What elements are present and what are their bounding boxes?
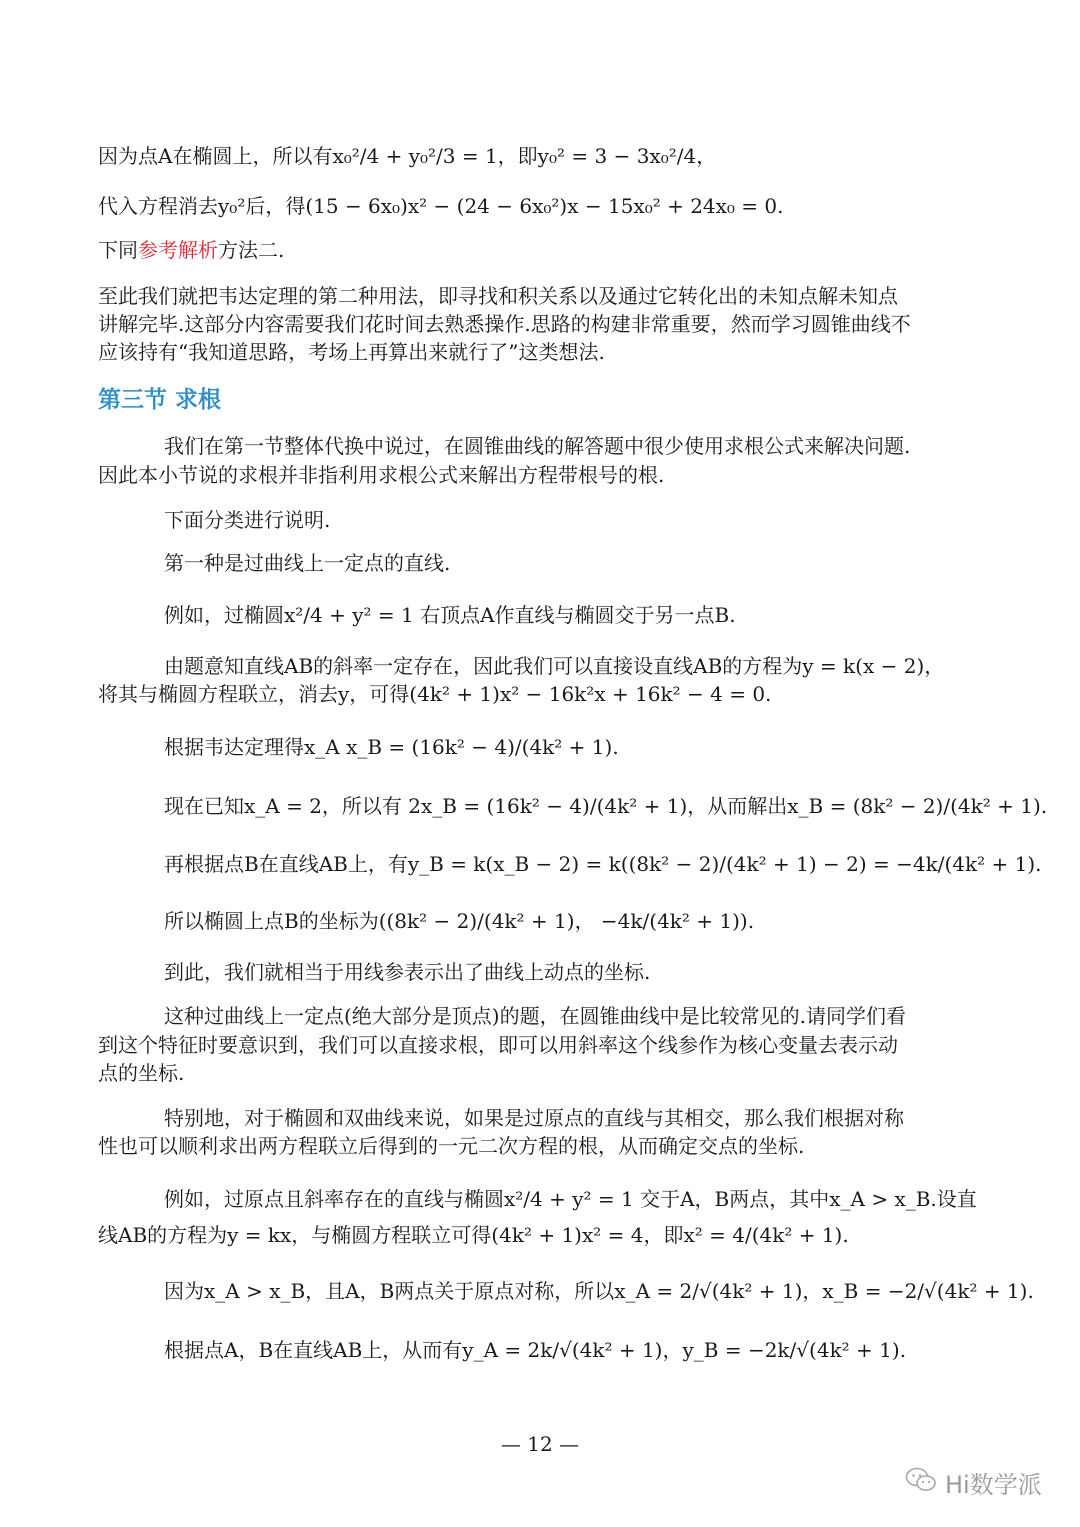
line-07: 我们在第一节整体代换中说过，在圆锥曲线的解答题中很少使用求根公式来解决问题.	[164, 434, 911, 458]
line-23: 性也可以顺利求出两方程联立后得到的一元二次方程的根，从而确定交点的坐标.	[98, 1134, 805, 1158]
line-11: 例如，过椭圆x²/4 + y² = 1 右顶点A作直线与椭圆交于另一点B.	[164, 603, 736, 627]
page-number: — 12 —	[500, 1432, 580, 1456]
line-18: 到此，我们就相当于用线参表示出了曲线上动点的坐标.	[164, 960, 651, 984]
line-27: 根据点A，B在直线AB上，从而有y_A = 2k/√(4k² + 1)，y_B = −2k/√(4k² + 1).	[164, 1338, 907, 1362]
watermark-text: Hi数学派	[945, 1471, 1042, 1499]
line-15: 现在已知x_A = 2，所以有 2x_B = (16k² − 4)/(4k² + 1)，从而解出x_B = (8k² − 2)/(4k² + 1).	[164, 794, 1048, 818]
line-16: 再根据点B在直线AB上，有y_B = k(x_B − 2) = k((8k² − 2)/(4k² + 1) − 2) = −4k/(4k² + 1).	[164, 852, 1042, 876]
line-24: 例如，过原点且斜率存在的直线与椭圆x²/4 + y² = 1 交于A，B两点，其中x_A > x_B.设直	[164, 1187, 977, 1211]
line-03	[98, 236, 284, 264]
wechat-icon	[905, 1466, 937, 1500]
line-05: 讲解完毕.这部分内容需要我们花时间去熟悉操作.思路的构建非常重要，然而学习圆锥曲线不	[98, 312, 911, 336]
line-02: 代入方程消去y₀²后，得(15 − 6x₀)x² − (24 − 6x₀²)x − 15x₀² + 24x₀ = 0.	[98, 194, 784, 218]
line-13: 将其与椭圆方程联立，消去y，可得(4k² + 1)x² − 16k²x + 16k² − 4 = 0.	[98, 682, 772, 706]
line-03-suffix: 方法二.	[218, 238, 285, 262]
line-01: 因为点A在椭圆上，所以有x₀²/4 + y₀²/3 = 1，即y₀² = 3 − 3x₀²/4，	[98, 144, 717, 168]
line-25: 线AB的方程为y = kx，与椭圆方程联立可得(4k² + 1)x² = 4，即x² = 4/(4k² + 1).	[98, 1223, 849, 1247]
line-20: 到这个特征时要意识到，我们可以直接求根，即可以用斜率这个线参作为核心变量去表示动	[98, 1033, 898, 1057]
line-21: 点的坐标.	[98, 1061, 185, 1085]
line-09: 下面分类进行说明.	[164, 508, 331, 532]
reference-link[interactable]: 参考解析	[138, 238, 218, 262]
line-17: 所以椭圆上点B的坐标为((8k² − 2)/(4k² + 1)， −4k/(4k² + 1)).	[164, 909, 755, 933]
line-19: 这种过曲线上一定点(绝大部分是顶点)的题，在圆锥曲线中是比较常见的.请同学们看	[164, 1004, 906, 1028]
line-14: 根据韦达定理得x_A x_B = (16k² − 4)/(4k² + 1).	[164, 735, 619, 759]
line-03-prefix: 下同	[98, 238, 138, 262]
watermark	[905, 1465, 1042, 1500]
line-10: 第一种是过曲线上一定点的直线.	[164, 551, 451, 575]
line-22: 特别地，对于椭圆和双曲线来说，如果是过原点的直线与其相交，那么我们根据对称	[164, 1106, 904, 1130]
section-heading: 第三节 求根	[98, 387, 222, 413]
line-26: 因为x_A > x_B，且A，B两点关于原点对称，所以x_A = 2/√(4k² + 1)，x_B = −2/√(4k² + 1).	[164, 1279, 1034, 1303]
line-04: 至此我们就把韦达定理的第二种用法，即寻找和积关系以及通过它转化出的未知点解未知点	[98, 284, 898, 308]
line-12: 由题意知直线AB的斜率一定存在，因此我们可以直接设直线AB的方程为y = k(x − 2)，	[164, 654, 945, 678]
line-06: 应该持有“我知道思路，考场上再算出来就行了”这类想法.	[98, 340, 605, 364]
line-08: 因此本小节说的求根并非指利用求根公式来解出方程带根号的根.	[98, 463, 665, 487]
